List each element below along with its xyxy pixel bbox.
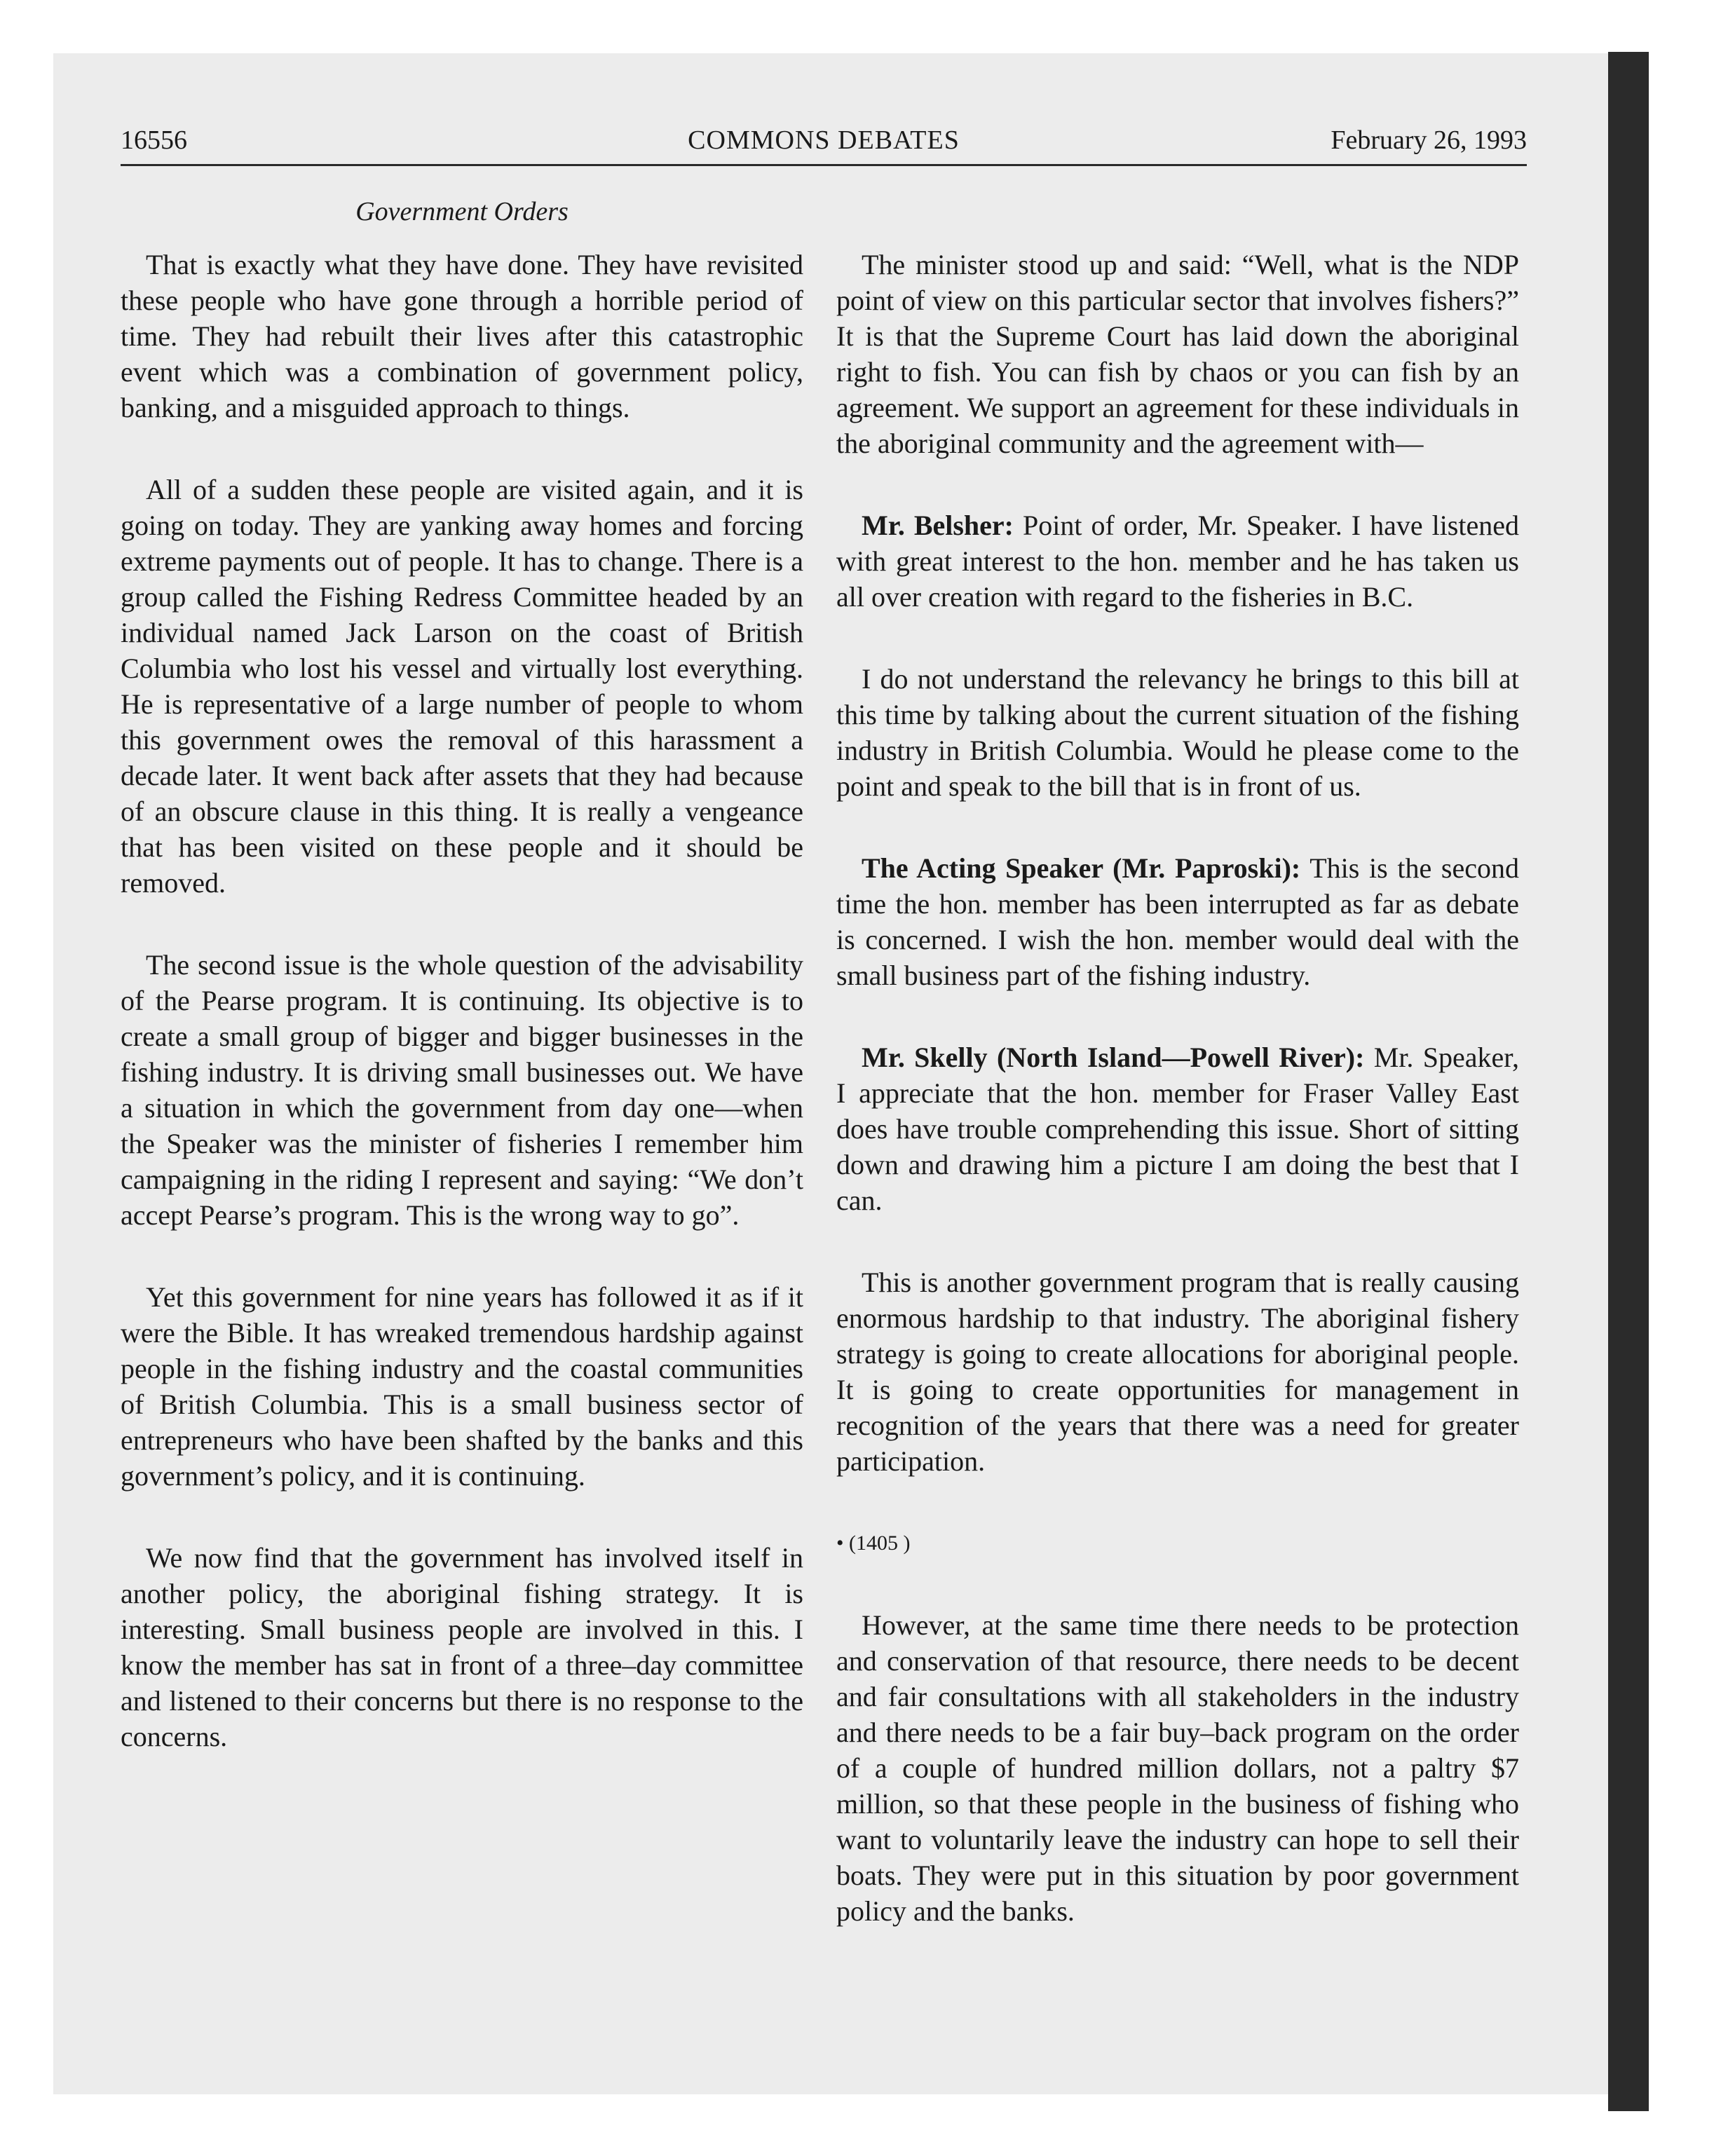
section-title: Government Orders xyxy=(355,197,569,226)
page-header xyxy=(121,125,1527,161)
speaker-name: The Acting Speaker (Mr. Paproski): xyxy=(862,852,1301,884)
scan-edge-shadow xyxy=(1608,52,1649,2111)
right-column xyxy=(836,247,1519,1975)
paragraph: Yet this government for nine years has followed it as if it were the Bible. It has wreaked tremendous hardship against people in the fishing industry and the coastal communities of British Columbia. This is a small business sector of entrepreneurs who have been shafted by the banks and this government’s policy, and it is continuing. xyxy=(121,1281,803,1492)
paragraph: That is exactly what they have done. They have revisited these people who have gone through a horrible period of time. They had rebuilt their lives after this catastrophic event which was a combination of government policy, banking, and a misguided approach to things. xyxy=(121,249,803,423)
speech-text: This is the second time the hon. member has been interrupted as far as debate is concerned. I wish the hon. member would deal with the small business part of the fishing industry. xyxy=(836,852,1519,991)
paragraph: We now find that the government has involved itself in another policy, the aboriginal fishing strategy. It is interesting. Small business people are involved in this. I know the member has sat in front of a three–day committee and listened to their concerns but there is no response to the concerns. xyxy=(121,1542,803,1752)
speech-belsher xyxy=(836,507,1519,615)
speech-text: Point of order, Mr. Speaker. I have listened with great interest to the hon. member and he has taken us all over creation with regard to the fisheries in B.C. xyxy=(836,510,1519,613)
page-number: 16556 xyxy=(121,125,187,155)
paragraph: I do not understand the relevancy he brings to this bill at this time by talking about the current situation of the fishing industry in British Columbia. Would he please come to the point and speak to the bill that is in front of us. xyxy=(836,663,1519,802)
speech-text: Mr. Speaker, I appreciate that the hon. member for Fraser Valley East does have trouble comprehending this issue. Short of sitting down and drawing him a picture I am doing the best that I can. xyxy=(836,1042,1519,1216)
page-date: February 26, 1993 xyxy=(1331,125,1527,155)
speaker-name: Mr. Skelly (North Island—Powell River): xyxy=(862,1042,1365,1073)
left-column xyxy=(121,247,803,1801)
paragraph: This is another government program that is really causing enormous hardship to that industry. The aboriginal fishery strategy is going to create allocations for aboriginal people. It is going to create opportunities for management in recognition of the years that there was a need for greater participation. xyxy=(836,1267,1519,1477)
paragraph: The second issue is the whole question of the advisability of the Pearse program. It is continuing. Its objective is to create a small group of bigger and bigger businesses in the fishing industry. It is driving small businesses out. We have a situation in which the government from day one—when the Speaker was the minister of fisheries I remember him campaigning in the riding I represent and saying: “We don’t accept Pearse’s program. This is the wrong way to go”. xyxy=(121,949,803,1231)
header-rule xyxy=(121,164,1527,166)
paragraph: The minister stood up and said: “Well, what is the NDP point of view on this particular sector that involves fishers?” It is that the Supreme Court has laid down the aboriginal right to fish. You can fish by chaos or you can fish by an agreement. We support an agreement for these individuals in the aboriginal community and the agreement with— xyxy=(836,249,1519,459)
paragraph: However, at the same time there needs to be protection and conservation of that resource, there needs to be decent and fair consultations with all stakeholders in the industry and there needs to be a fair buy–back program on the order of a couple of hundred million dollars, not a paltry $7 million, so that these people in the business of fishing who want to voluntarily leave the industry can hope to sell their boats. They were put in this situation by poor government policy and the banks. xyxy=(836,1609,1519,1927)
speech-acting-speaker xyxy=(836,850,1519,993)
speaker-name: Mr. Belsher: xyxy=(862,510,1014,541)
paragraph: All of a sudden these people are visited again, and it is going on today. They are yanking away homes and forcing extreme payments out of people. It has to change. There is a group called the Fishing Redress Committee headed by an individual named Jack Larson on the coast of British Columbia who lost his vessel and virtually lost everything. He is representative of a large number of people to whom this government owes the removal of this harassment a decade later. It went back after assets that they had because of an obscure clause in this thing. It is really a vengeance that has been visited on these people and it should be removed. xyxy=(121,474,803,899)
speech-skelly xyxy=(836,1039,1519,1218)
timestamp-marker: • (1405 ) xyxy=(836,1531,911,1555)
publication-title: COMMONS DEBATES xyxy=(688,125,960,155)
